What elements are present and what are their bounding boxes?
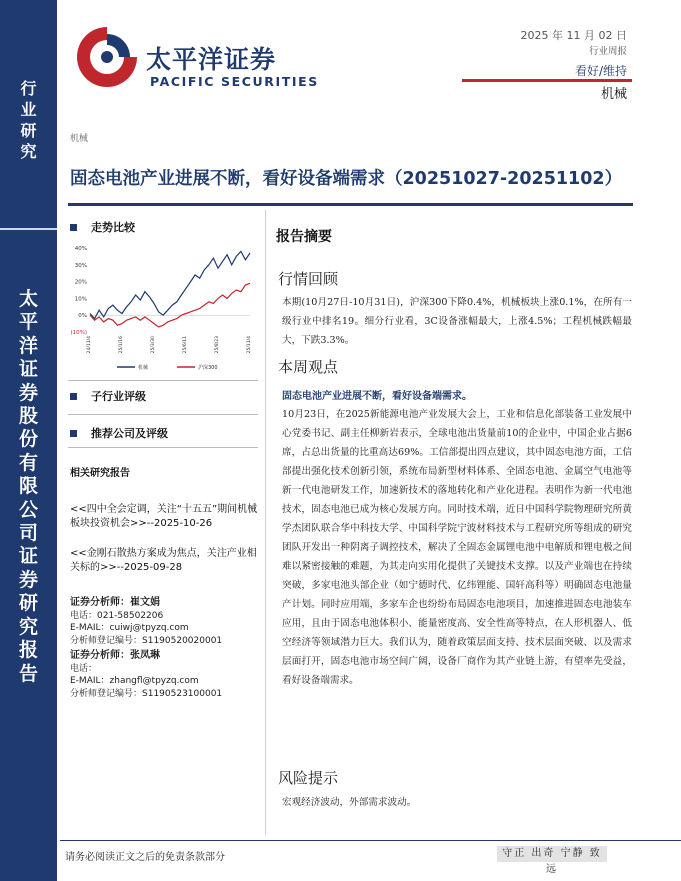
- column-divider: [265, 210, 266, 835]
- market-review-text: 本期(10月27日-10月31日)，沪深300下降0.4%，机械板块上涨0.1%，在所有一级行业中排名19。细分行业看，3C设备涨幅最大，上涨4.5%；工程机械跌幅最大，下跌3.3%。: [282, 297, 632, 346]
- analyst-block: [70, 650, 222, 700]
- x-tick-label: 24/11/4: [87, 336, 92, 354]
- weekly-view-text: 10月23日，在2025新能源电池产业发展大会上，工业和信息化部装备工业发展中心党委书记、副主任柳新岩表示，全球电池出货量前10的企业中，中国企业占据6席，占总出货量的比重高达69%。工信部提出四点建议，其中固态电池方面，工信部提出强化技术创新引领，系统布局新型材料体系、全固态电池、金属空气电池等新一代电池研发工作，加速新技术的落地转化和产业化进程。表明作为新一代电池技术，固态电池已成为核心发展方向。同时技术端，近日中国科学院物理研究所黄学杰团队联合华中科技大学、中国科学院宁波材料技术与工程研究所等组成的研究团队开发出一种阴离子调控技术，解决了全固态金属锂电池中电解质和锂电极之间难以紧密接触的难题，为其走向实用化提供了关键技术支撑。以及产业端也在持续突破，多家电池头部企业（如宁德时代、亿纬锂能、国轩高科等）明确固态电池量产计划。同时应用端，多家车企也纷纷布局固态电池项目，加速推进固态电池装车应用，且由于固态电池体积小、能量密度高、安全性高等特点，在人形机器人、低空经济等领域潜力巨大。我们认为，随着政策层面支持、技术层面突破、以及需求层面打开，固态电池市场空间广阔，设备厂商作为其产业链上游，有望率先受益，看好设备端需求。: [282, 409, 632, 686]
- y-tick-label: 30%: [74, 262, 87, 269]
- x-tick-label: 25/3/30: [151, 336, 156, 354]
- x-tick-label: 25/6/11: [183, 336, 188, 354]
- section-rule: [68, 414, 258, 415]
- trend-heading: 走势比较: [70, 219, 135, 235]
- risk-text: 宏观经济波动，外部需求波动。: [282, 797, 417, 808]
- sidebar-company-name: 太 平 洋 证 券 股 份 有 限 公 司 证 券 研 究 报 告: [18, 288, 38, 685]
- weekly-view-heading: 本周观点: [278, 358, 339, 376]
- analyst-block: [70, 597, 222, 647]
- y-tick-label: (10%): [70, 330, 87, 336]
- footer-disclaimer: 请务必阅读正文之后的免责条款部分: [65, 852, 225, 863]
- sidebar-band: [0, 0, 57, 881]
- footer-motto: 守正 出奇 宁静 致远: [497, 846, 607, 862]
- series-line: [90, 251, 250, 318]
- summary-heading: 报告摘要: [276, 229, 332, 245]
- logo-chinese-name: 太平洋证券: [146, 45, 277, 74]
- sidebar-divider: [0, 228, 57, 230]
- y-tick-label: 10%: [74, 296, 87, 303]
- analyst-email[interactable]: E-MAIL：zhangfl@tpyzq.com: [70, 676, 199, 686]
- analyst-name: 证券分析师：张凤琳: [70, 650, 160, 661]
- sub-rating-heading: 子行业评级: [70, 388, 146, 404]
- analyst-phone: 电话：: [70, 663, 98, 674]
- market-review-heading: 行情回顾: [278, 270, 339, 288]
- legend-label: 机械: [138, 365, 149, 371]
- y-tick-label: 0%: [78, 313, 87, 320]
- risk-heading: 风险提示: [278, 769, 339, 787]
- x-tick-label: 25/8/23: [215, 336, 220, 354]
- x-tick-label: 25/1/16: [119, 336, 124, 354]
- related-reports-heading: 相关研究报告: [70, 468, 130, 479]
- legend-label: 沪深300: [198, 365, 218, 371]
- title-rule: [68, 203, 633, 206]
- series-line: [90, 283, 250, 327]
- trend-chart: [62, 240, 258, 375]
- y-tick-label: 20%: [74, 279, 87, 286]
- report-date: 2025 年 11 月 02 日: [520, 29, 627, 42]
- header-red-rule: [462, 79, 632, 82]
- logo-english-name: PACIFIC SECURITIES: [150, 74, 319, 89]
- analyst-reg-number: 分析师登记编号：S1190520020001: [70, 635, 223, 646]
- analyst-name: 证券分析师：崔文娟: [70, 597, 160, 608]
- industry-rating: 看好/维持: [574, 64, 627, 78]
- weekly-view-highlight: 固态电池产业进展不断，看好设备端需求。: [282, 391, 472, 402]
- company-logo-icon: [72, 22, 142, 92]
- bullet-square-icon: [70, 393, 77, 400]
- industry-name: 机械: [600, 87, 627, 102]
- report-title: 固态电池产业进展不断，看好设备端需求（20251027-20251102）: [70, 169, 623, 189]
- report-type: 行业周报: [588, 46, 627, 57]
- analyst-reg-number: 分析师登记编号：S1190523100001: [70, 688, 223, 699]
- analyst-phone: 电话：021-58502206: [70, 610, 164, 621]
- section-rule: [68, 380, 258, 381]
- sidebar-report-category: 行 业 研 究: [20, 79, 37, 161]
- related-report-link[interactable]: <<金刚石散热方案成为焦点，关注产业相关标的>>--2025-09-28: [70, 548, 257, 573]
- bullet-square-icon: [70, 224, 77, 231]
- footer-rule: [60, 840, 681, 841]
- bullet-square-icon: [70, 430, 77, 437]
- section-rule: [68, 447, 258, 448]
- related-report-link[interactable]: <<四中全会定调，关注“十五五”期间机械板块投资机会>>--2025-10-26: [70, 504, 258, 529]
- recommend-heading: 推荐公司及评级: [70, 425, 168, 441]
- x-tick-label: 25/11/4: [247, 336, 252, 354]
- y-tick-label: 40%: [74, 246, 87, 252]
- analyst-email[interactable]: E-MAIL：cuiwj@tpyzq.com: [70, 623, 189, 633]
- industry-small-label: 机械: [70, 134, 89, 144]
